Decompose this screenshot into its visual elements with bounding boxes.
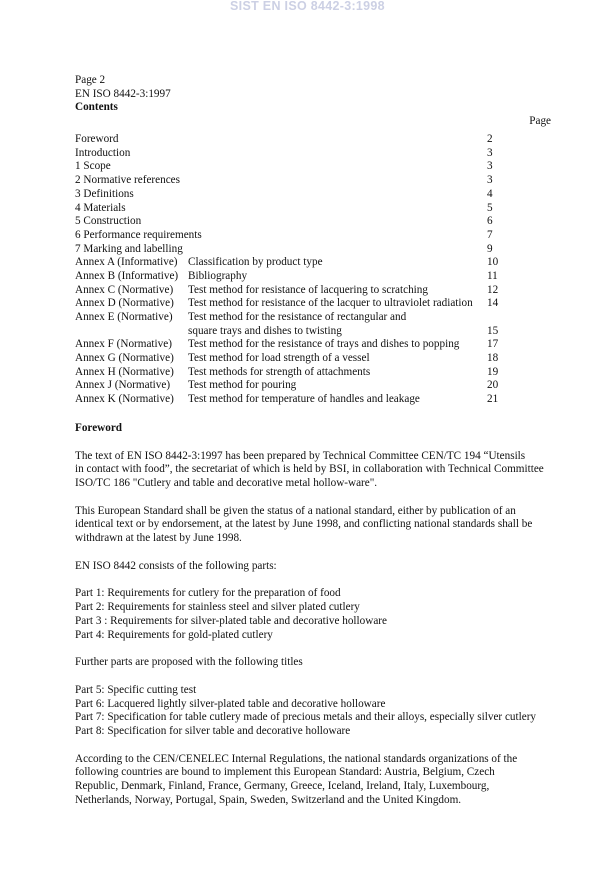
annex-title: Test method for resistance of lacquering to scratching	[188, 283, 428, 296]
annex-page: 11	[487, 269, 498, 282]
toc-entry	[75, 133, 549, 147]
paragraph-line: ISO/TC 186 "Cutlery and table and decorative metal hollow-ware".	[75, 476, 378, 489]
annex-label: Annex E (Normative)	[75, 311, 173, 323]
annex-title-line-2: square trays and dishes to twisting	[188, 324, 342, 337]
proposed-part-item: Part 5: Specific cutting test	[75, 683, 197, 696]
toc-entry	[75, 188, 549, 202]
annex-entry	[75, 338, 549, 352]
toc-entry	[75, 243, 549, 257]
annex-title: Test method for pouring	[188, 379, 297, 392]
annex-page: 15	[487, 324, 499, 337]
annex-title: Test method for load strength of a vessel	[188, 352, 370, 365]
parts-list	[75, 587, 549, 642]
toc-entry-page: 9	[487, 242, 493, 255]
paragraph-line: in contact with food”, the secretariat of which is held by BSI, in collaboration with Technical Committee	[75, 463, 544, 476]
annex-title: Test method for the resistance of rectangular and	[188, 311, 407, 323]
annex-label: Annex D (Normative)	[75, 297, 174, 310]
proposed-parts-list	[75, 684, 549, 739]
part-item: Part 2: Requirements for stainless steel and silver plated cutlery	[75, 601, 360, 614]
toc-entry	[75, 160, 549, 174]
paragraph-line: The text of EN ISO 8442-3:1997 has been prepared by Technical Committee CEN/TC 194 “Utensils	[75, 449, 526, 462]
toc-entry-title: 4 Materials	[75, 201, 126, 214]
annex-label: Annex G (Normative)	[75, 352, 174, 365]
annex-label: Annex J (Normative)	[75, 379, 171, 392]
annex-entry	[75, 256, 549, 270]
toc-entry-page: 3	[487, 174, 493, 187]
annex-page: 14	[487, 297, 499, 310]
annex-entry	[75, 379, 549, 393]
annex-title: Test methods for strength of attachments	[188, 365, 371, 378]
page-label: Page 2	[75, 74, 106, 86]
paragraph-line: Netherlands, Norway, Portugal, Spain, Sweden, Switzerland and the United Kingdom.	[75, 793, 462, 806]
toc-entry-title: 5 Construction	[75, 215, 142, 228]
annex-entry	[75, 366, 549, 380]
annex-page: 12	[487, 283, 499, 296]
toc-entry-page: 3	[487, 160, 493, 173]
part-item: Part 1: Requirements for cutlery for the preparation of food	[75, 587, 341, 600]
page-column-label: Page	[529, 115, 551, 127]
toc-entry-title: 2 Normative references	[75, 174, 180, 187]
toc-entry-title: 7 Marking and labelling	[75, 242, 183, 255]
annex-label: Annex F (Normative)	[75, 338, 172, 351]
toc-entry	[75, 215, 549, 229]
annex-entry	[75, 352, 549, 366]
part-item: Part 3 : Requirements for silver-plated table and decorative holloware	[75, 614, 387, 627]
annex-entry	[75, 311, 549, 325]
foreword-paragraph-2	[75, 505, 549, 546]
toc-entry-page: 2	[487, 133, 493, 146]
proposed-part-item: Part 7: Specification for table cutlery made of precious metals and their alloys, especially silver cutlery	[75, 711, 537, 724]
annex-page: 19	[487, 365, 499, 378]
annex-entry	[75, 393, 549, 407]
toc-entry	[75, 147, 549, 161]
toc-entry	[75, 229, 549, 243]
toc-entry-title: 1 Scope	[75, 160, 111, 173]
toc-entry-page: 6	[487, 215, 493, 228]
annex-entry-continued	[75, 325, 549, 339]
annex-page: 21	[487, 393, 499, 406]
toc-entry-title: 6 Performance requirements	[75, 228, 202, 241]
toc-entry	[75, 202, 549, 216]
annex-page: 20	[487, 379, 499, 392]
annex-title: Test method for temperature of handles and leakage	[188, 393, 420, 406]
annex-page: 10	[487, 256, 499, 269]
toc-entry-page: 3	[487, 146, 493, 159]
proposed-part-item: Part 8: Specification for silver table and decorative holloware	[75, 725, 351, 738]
foreword-paragraph-4: Further parts are proposed with the following titles	[75, 656, 303, 669]
proposed-part-item: Part 6: Lacquered lightly silver-plated table and decorative holloware	[75, 697, 386, 710]
toc-entry-page: 7	[487, 228, 493, 241]
toc-entry-page: 5	[487, 201, 493, 214]
watermark: SIST EN ISO 8442-3:1998	[230, 0, 385, 13]
annex-entry	[75, 270, 549, 284]
annex-entry	[75, 297, 549, 311]
annex-label: Annex H (Normative)	[75, 365, 174, 378]
annex-page: 17	[487, 338, 499, 351]
annex-title: Bibliography	[188, 269, 248, 282]
toc-entry-title: Foreword	[75, 133, 119, 146]
document-id: EN ISO 8442-3:1997	[75, 87, 171, 100]
table-of-contents	[75, 133, 549, 407]
foreword-heading: Foreword	[75, 421, 123, 434]
toc-entry-page: 4	[487, 187, 493, 200]
annex-label: Annex K (Normative)	[75, 393, 174, 406]
paragraph-line: identical text or by endorsement, at the latest by June 1998, and conflicting national standards shall be	[75, 518, 533, 531]
annex-label: Annex B (Informative)	[75, 269, 179, 282]
contents-title: Contents	[75, 101, 118, 114]
paragraph-line: withdrawn at the latest by June 1998.	[75, 532, 242, 545]
annex-title: Test method for resistance of the lacquer to ultraviolet radiation	[188, 297, 473, 310]
paragraph-line: This European Standard shall be given the status of a national standard, either by publication of an	[75, 504, 516, 517]
annex-label: Annex A (Informative)	[75, 256, 178, 269]
annex-title: Classification by product type	[188, 256, 323, 269]
annex-title: Test method for the resistance of trays and dishes to popping	[188, 338, 460, 351]
annex-page: 18	[487, 352, 499, 365]
annex-label: Annex C (Normative)	[75, 283, 174, 296]
paragraph-line: Republic, Denmark, Finland, France, Germany, Greece, Iceland, Ireland, Italy, Luxembourg,	[75, 780, 490, 793]
document-page	[75, 74, 549, 808]
foreword-paragraph-3: EN ISO 8442 consists of the following parts:	[75, 559, 277, 572]
foreword-paragraph-1	[75, 450, 549, 491]
annex-entry	[75, 284, 549, 298]
paragraph-line: following countries are bound to implement this European Standard: Austria, Belgium, Czech	[75, 766, 495, 779]
toc-entry	[75, 174, 549, 188]
foreword-paragraph-5	[75, 753, 549, 808]
toc-entry-title: Introduction	[75, 146, 131, 159]
toc-entry-title: 3 Definitions	[75, 187, 134, 200]
paragraph-line: According to the CEN/CENELEC Internal Regulations, the national standards organizations of the	[75, 752, 518, 765]
part-item: Part 4: Requirements for gold-plated cutlery	[75, 628, 273, 641]
